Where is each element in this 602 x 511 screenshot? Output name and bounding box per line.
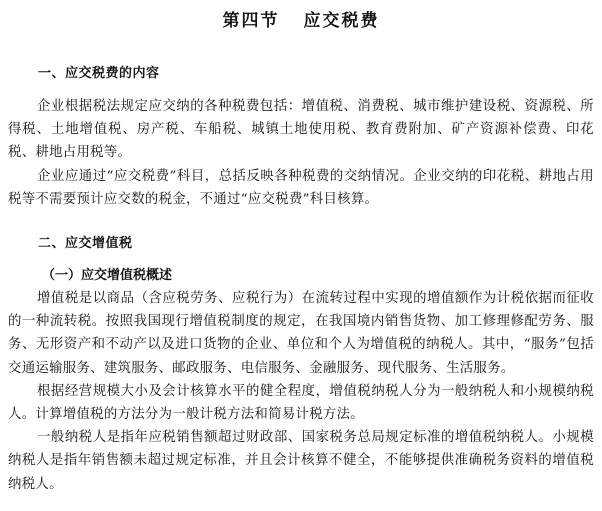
section-name: 应交税费 <box>303 11 380 31</box>
heading-vat-overview: （一）应交增值税概述 <box>42 268 173 284</box>
paragraph-tax-types: 企业根据税法规定应交纳的各种税费包括：增值税、消费税、城市维护建设税、资源税、所得税、土地增值税、房产税、车船税、城镇土地使用税、教育费附加、矿产资源补偿费、印花税、耕地占用税等。 <box>8 99 594 161</box>
paragraph-taxpayer-definitions: 一般纳税人是指年应税销售额超过财政部、国家税务总局规定标准的增值税纳税人。小规模纳税人是指年销售额未超过规定标准，并且会计核算不健全，不能够提供准确税务资料的增值税纳税人。 <box>8 430 594 492</box>
paragraph-vat-definition: 增值税是以商品（含应税劳务、应税行为）在流转过程中实现的增值额作为计税依据而征收的一种流转税。按照我国现行增值税制度的规定，在我国境内销售货物、加工修理修配劳务、服务、无形资产和不动产以及进口货物的企业、单位和个人为增值税的纳税人。其中，“服务”包括交通运输服务、建筑服务、邮政服务、电信服务、金融服务、现代服务、生活服务。 <box>8 291 594 376</box>
section-title <box>8 0 594 32</box>
section-number: 第四节 <box>222 11 280 31</box>
heading-tax-content: 一、应交税费的内容 <box>38 66 160 81</box>
paragraph-tax-account: 企业应通过“应交税费”科目，总括反映各种税费的交纳情况。企业交纳的印花税、耕地占用税等不需要预计应交数的税金，不通过“应交税费”科目核算。 <box>8 168 594 207</box>
paragraph-taxpayer-types: 根据经营规模大小及会计核算水平的健全程度，增值税纳税人分为一般纳税人和小规模纳税人。计算增值税的方法分为一般计税方法和简易计税方法。 <box>8 383 594 423</box>
heading-vat: 二、应交增值税 <box>38 236 133 252</box>
